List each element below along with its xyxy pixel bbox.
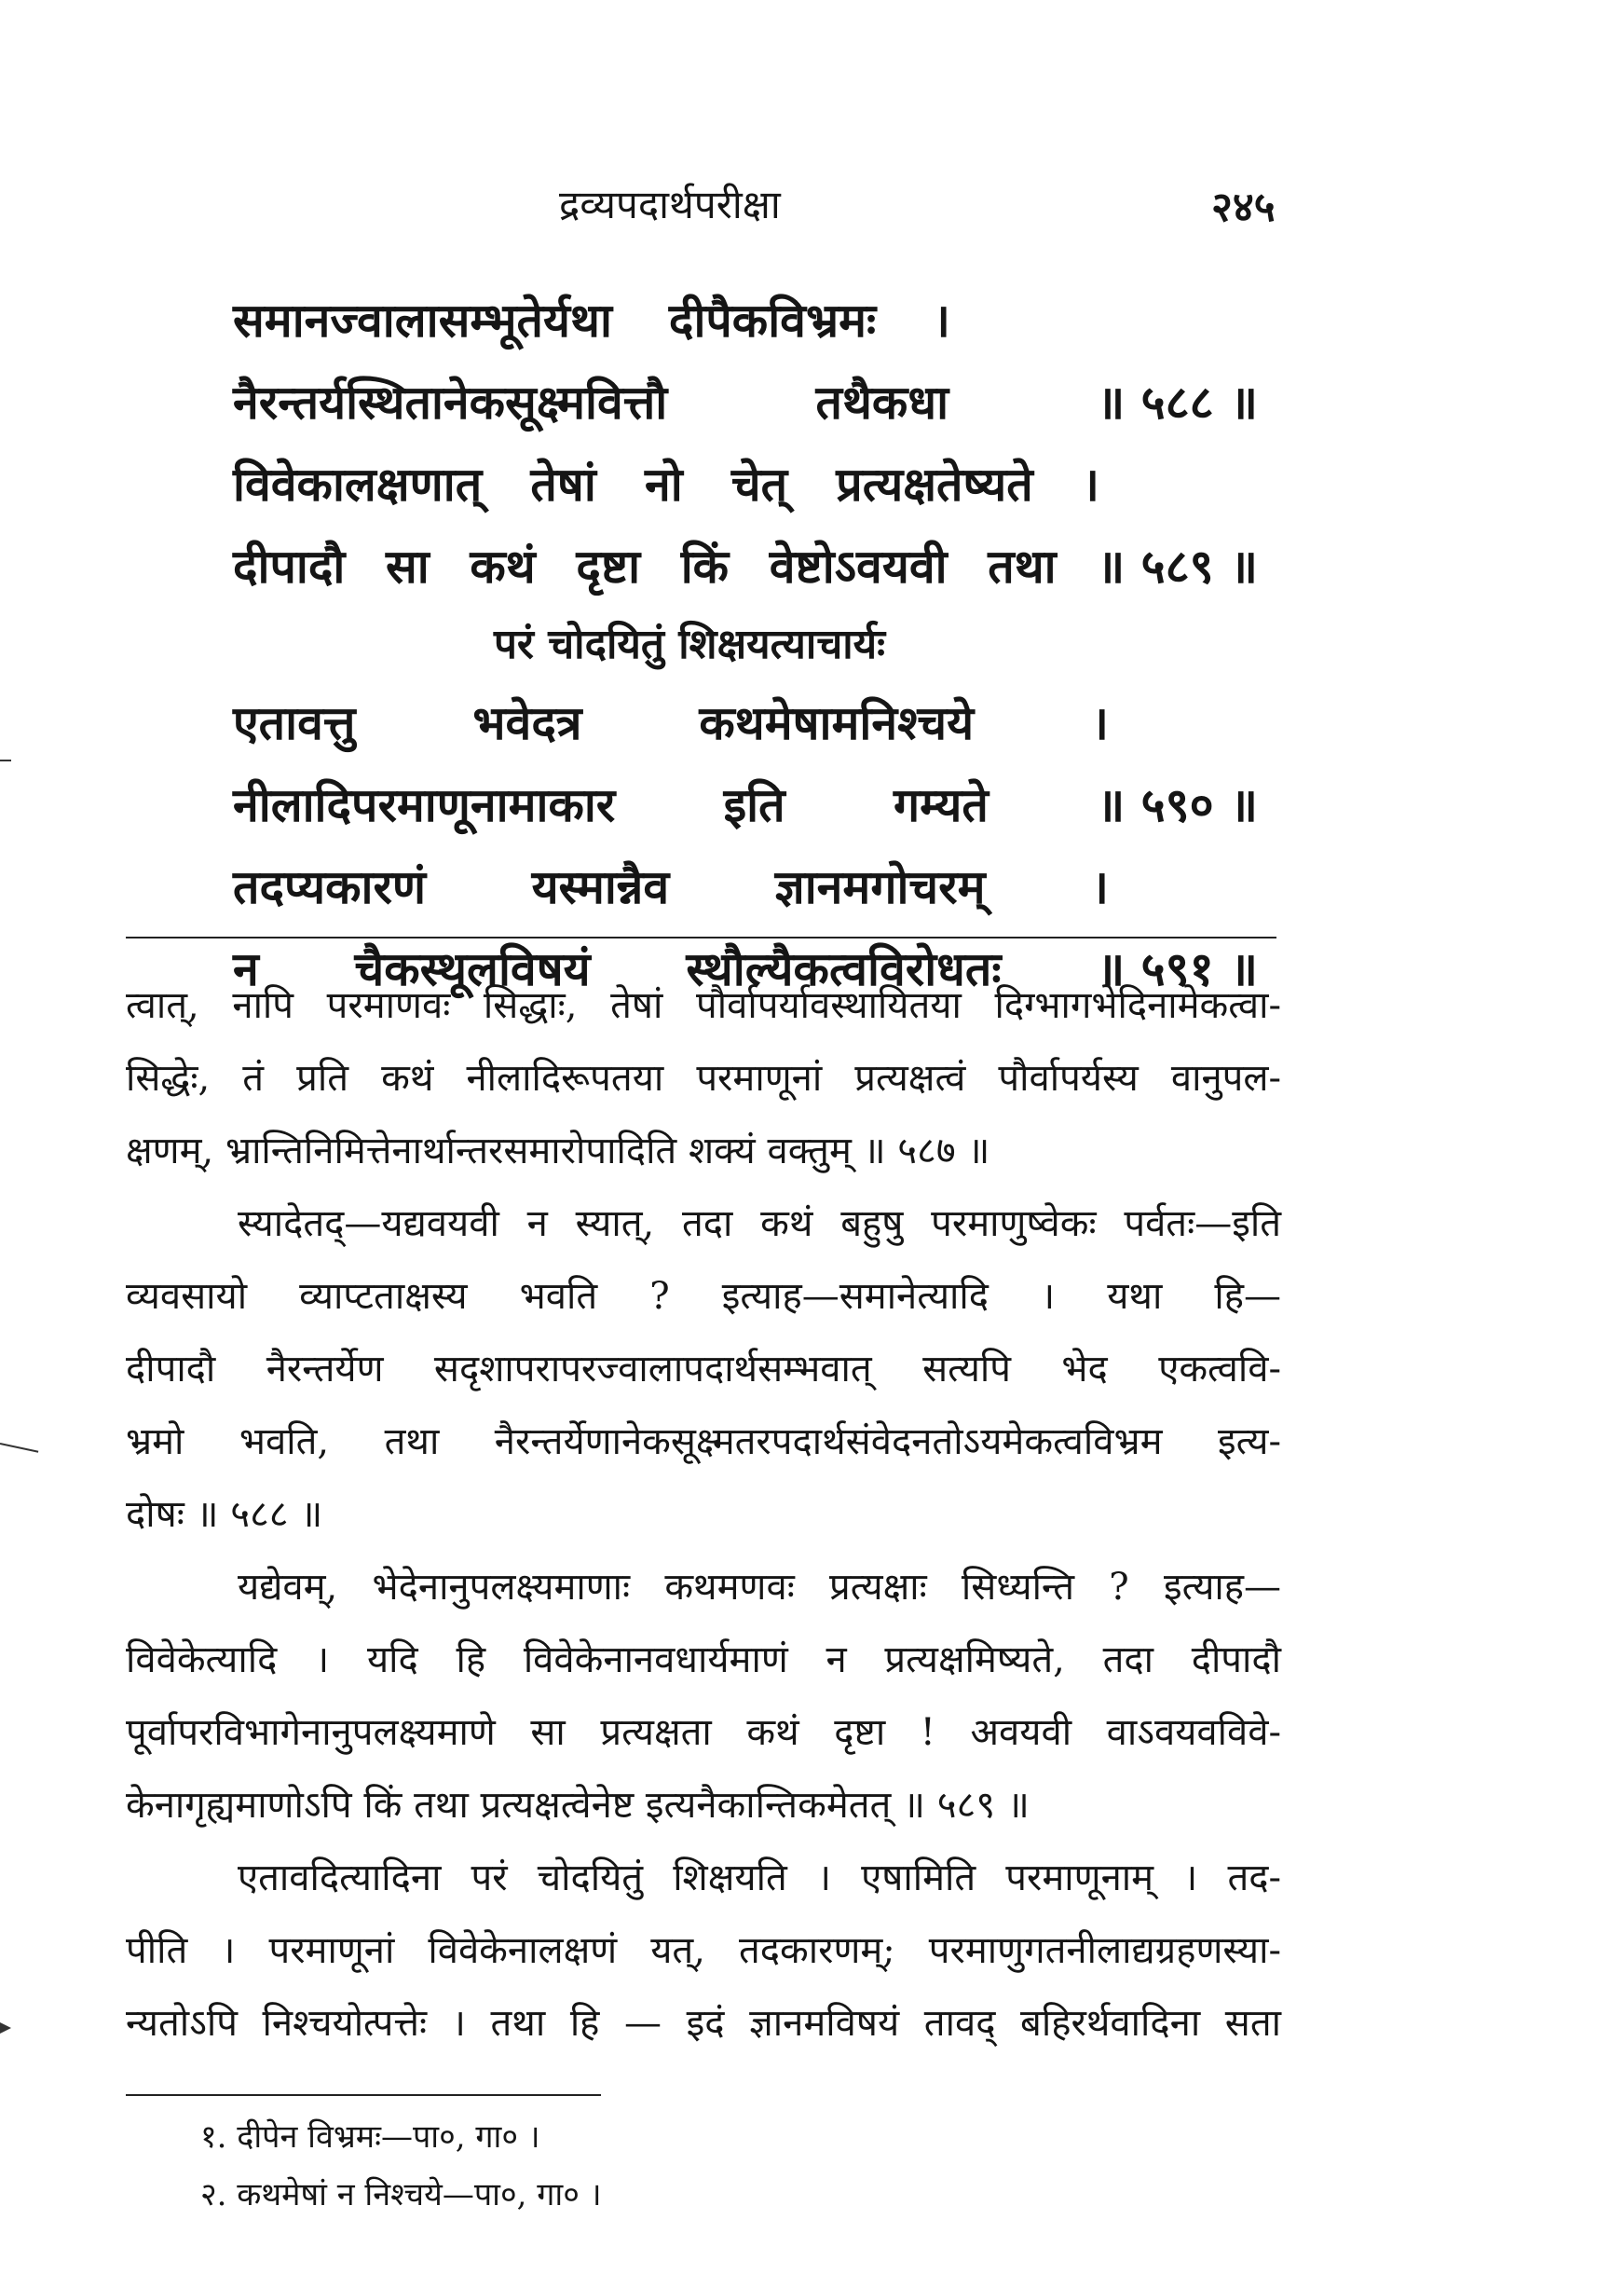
- margin-tick: [0, 760, 11, 761]
- commentary-line: त्वात्, नापि परमाणवः सिद्धाः, तेषां पौर्वापर्यावस्थायितया दिग्भागभेदिनामेकत्वा-: [126, 984, 1281, 1027]
- verse-word: तथैकधा: [815, 375, 949, 430]
- footnote-divider: [126, 2094, 601, 2096]
- verse-word: सा: [386, 539, 430, 594]
- verse-danda: ।: [1091, 859, 1109, 914]
- verse-danda: ।: [933, 293, 950, 348]
- page-header: [0, 177, 1624, 233]
- commentary-block: [126, 969, 1281, 2060]
- commentary-line: दीपादौ नैरन्तर्येण सदृशापरापरज्वालापदार्थसम्भवात् सत्यपि भेद एकत्ववि-: [126, 1348, 1281, 1391]
- verse-word: दीपैकविभ्रमः: [668, 293, 877, 348]
- verse-line: [233, 526, 1258, 608]
- commentary-line: विवेकेत्यादि । यदि हि विवेकेनानवधार्यमाणं न प्रत्यक्षमिष्यते, तदा दीपादौ: [126, 1638, 1281, 1681]
- commentary-line: सिद्धेः, तं प्रति कथं नीलादिरूपतया परमाणूनां प्रत्यक्षत्वं पौर्वापर्यस्य वानुपल-: [126, 1057, 1281, 1100]
- verse-word: तदप्यकारणं: [233, 859, 427, 914]
- verse-word: नैरन्तर्यस्थितानेकसूक्ष्मवित्तौ: [233, 375, 668, 430]
- verse-word: नीलादिपरमाणूनामाकार: [233, 777, 616, 832]
- verse-word: वेष्टोऽवयवी: [769, 539, 948, 594]
- margin-arrow-icon: [0, 2022, 11, 2034]
- verse-word: न: [233, 941, 259, 996]
- verse-word: कथमेषामनिश्चये: [699, 695, 975, 750]
- verse-word: चेत्: [730, 457, 788, 512]
- verse-line: [233, 764, 1258, 846]
- verse-word: कथं: [470, 539, 536, 594]
- verse-number: ॥ ५८८ ॥: [1097, 375, 1258, 430]
- verse-word: स्थौल्यैकत्वविरोधतः: [686, 941, 1002, 996]
- commentary-line: केनागृह्यमाणोऽपि किं तथा प्रत्यक्षत्वेनेष्ट इत्यनैकान्तिकमेतत् ॥ ५८९ ॥: [126, 1784, 1030, 1827]
- commentary-line: भ्रमो भवति, तथा नैरन्तर्येणानेकसूक्ष्मतरपदार्थसंवेदनतोऽयमेकत्वविभ्रम इत्य-: [126, 1420, 1281, 1463]
- footnotes: [200, 2108, 1039, 2224]
- verse-word: दीपादौ: [233, 539, 346, 594]
- verse-word: विवेकालक्षणात्: [233, 457, 483, 512]
- commentary-line: दोषः ॥ ५८८ ॥: [126, 1493, 323, 1536]
- verse-word: प्रत्यक्षतेष्यते: [836, 457, 1033, 512]
- verse-block: [233, 280, 1258, 1010]
- verse-heading: परं चोदयितुं शिक्षयत्याचार्यः: [493, 621, 886, 668]
- verse-word: इति: [723, 777, 785, 832]
- section-divider: [126, 937, 1276, 938]
- verse-number: ॥ ५८९ ॥: [1097, 539, 1258, 594]
- running-title: द्रव्यपदार्थपरीक्षा: [559, 182, 781, 227]
- verse-line: [233, 362, 1258, 444]
- commentary-line: एतावदित्यादिना परं चोदयितुं शिक्षयति । एषामिति परमाणूनाम् । तद-: [238, 1856, 1281, 1899]
- commentary-line: न्यतोऽपि निश्चयोत्पत्तेः । तथा हि — इदं ज्ञानमविषयं तावद् बहिरर्थवादिना सता: [126, 2002, 1281, 2045]
- verse-word: किं: [680, 539, 730, 594]
- verse-word: एतावत्तु: [233, 695, 356, 750]
- verse-word: ज्ञानमगोचरम्: [774, 859, 986, 914]
- verse-danda: ।: [1081, 457, 1099, 512]
- commentary-line: क्षणम्, भ्रान्तिनिमित्तेनार्थान्तरसमारोपादिति शक्यं वक्तुम् ॥ ५८७ ॥: [126, 1130, 990, 1172]
- verse-line: [233, 682, 1258, 764]
- verse-danda: ।: [1091, 695, 1109, 750]
- verse-line: [233, 846, 1258, 928]
- verse-word: नो: [644, 457, 683, 512]
- verse-number: ॥ ५९१ ॥: [1097, 941, 1258, 996]
- commentary-line: पूर्वापरविभागेनानुपलक्ष्यमाणे सा प्रत्यक्षता कथं दृष्टा ! अवयवी वाऽवयववि‍वे-: [126, 1711, 1281, 1754]
- verse-word: चैकस्थूलविषयं: [354, 941, 591, 996]
- footnote: २. कथमेषां न निश्चये—पा०, गा० ।: [200, 2176, 602, 2213]
- verse-word: तथा: [988, 539, 1057, 594]
- verse-number: ॥ ५९० ॥: [1097, 777, 1258, 832]
- verse-line: [233, 444, 1258, 526]
- commentary-line: यद्येवम्, भेदेनानुपलक्ष्यमाणाः कथमणवः प्रत्यक्षाः सिध्यन्ति ? इत्याह—: [238, 1566, 1281, 1609]
- verse-line: [233, 280, 1258, 362]
- margin-tick: [0, 1443, 38, 1453]
- verse-word: समानज्वालासम्भूतेर्यथा: [233, 293, 612, 348]
- commentary-line: व्यवसायो व्याप्टताक्षस्य भवति ? इत्याह—समानेत्यादि । यथा हि—: [126, 1275, 1281, 1318]
- verse-word: तेषां: [530, 457, 596, 512]
- page-number: २४५: [1211, 184, 1276, 231]
- footnote: १. दीपेन विभ्रमः—पा०, गा० ।: [200, 2118, 540, 2156]
- commentary-line: पीति । परमाणूनां विवेकेनालक्षणं यत्, तदकारणम्; परमाणुगतनीलाद्यग्रहणस्या-: [126, 1929, 1281, 1972]
- commentary-line: स्यादेतद्—यद्यवयवी न स्यात्, तदा कथं बहुषु परमाणुष्वेकः पर्वतः—इति: [238, 1202, 1281, 1245]
- verse-word: दृष्टा: [576, 539, 641, 594]
- verse-word: यस्मान्नैव: [531, 859, 670, 914]
- verse-word: भवेदत्र: [472, 695, 582, 750]
- verse-word: गम्यते: [894, 777, 989, 832]
